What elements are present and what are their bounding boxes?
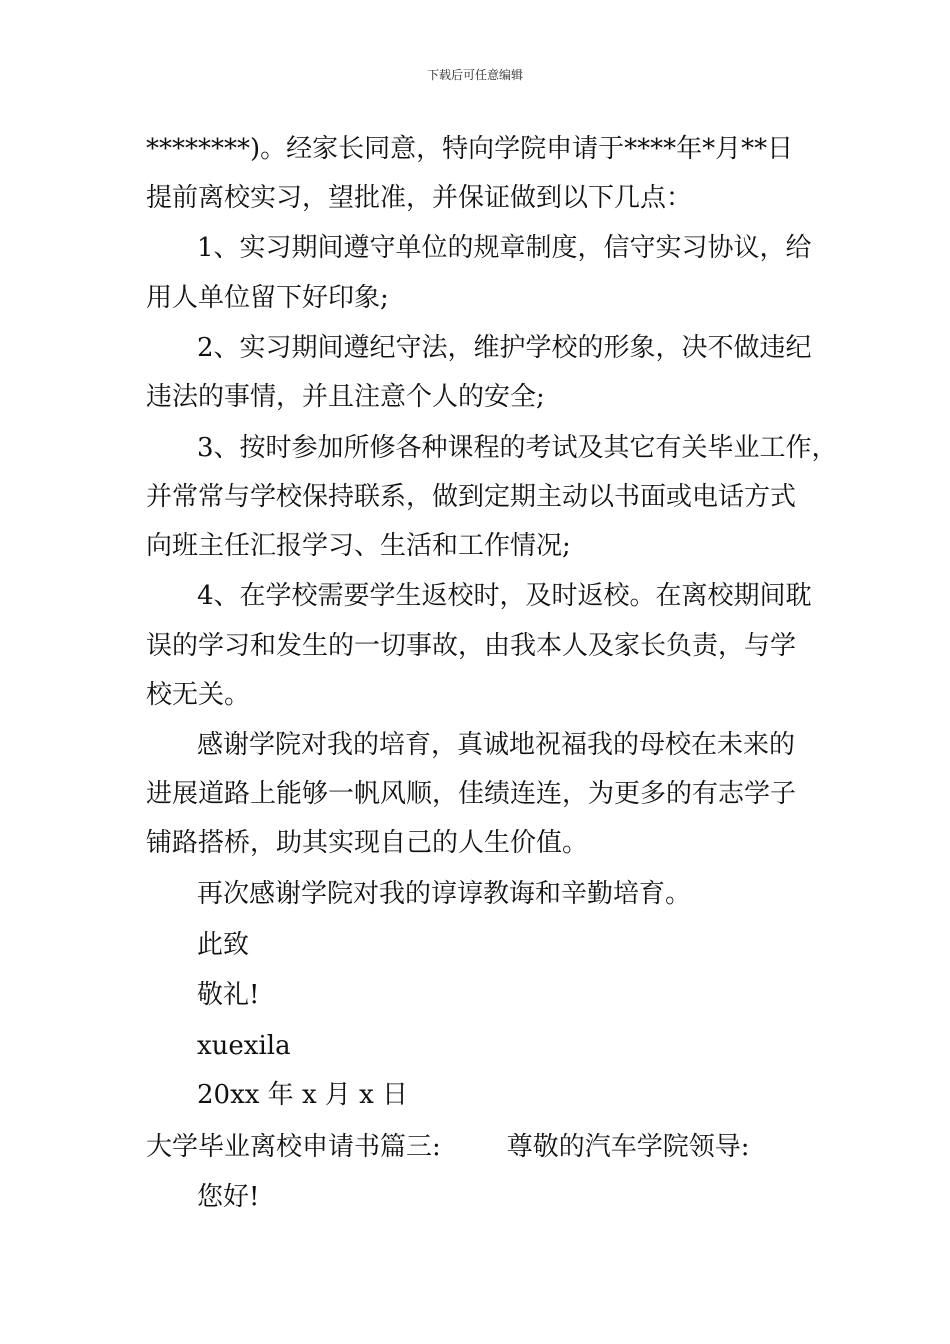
body-line: 违法的事情，并且注意个人的安全; <box>146 382 545 412</box>
body-line: 1、实习期间遵守单位的规章制度，信守实习协议，给 <box>197 233 812 263</box>
body-line: 误的学习和发生的一切事故，由我本人及家长负责，与学 <box>146 631 797 661</box>
section-heading-row <box>146 1131 750 1163</box>
body-line: 铺路搭桥，助其实现自己的人生价值。 <box>146 828 589 858</box>
body-line: 向班主任汇报学习、生活和工作情况; <box>146 531 571 561</box>
greeting: 您好! <box>197 1182 260 1212</box>
header-note: 下载后可任意编辑 <box>426 68 523 82</box>
body-line: 2、实习期间遵纪守法，维护学校的形象，决不做违纪 <box>197 333 812 363</box>
body-line: 进展道路上能够一帆风顺，佳绩连连，为更多的有志学子 <box>146 779 797 809</box>
body-line: 并常常与学校保持联系，做到定期主动以书面或电话方式 <box>146 482 797 512</box>
body-line: 感谢学院对我的培育，真诚地祝福我的母校在未来的 <box>197 730 796 760</box>
closing-salute: 敬礼! <box>197 980 260 1010</box>
body-line: 校无关。 <box>146 680 251 710</box>
body-line: 提前离校实习，望批准，并保证做到以下几点： <box>146 183 693 213</box>
closing-line: 此致 <box>197 930 250 960</box>
section-title: 大学毕业离校申请书篇三: <box>146 1132 441 1162</box>
body-line: 3、按时参加所修各种课程的考试及其它有关毕业工作， <box>197 433 838 463</box>
body-line: 再次感谢学院对我的谆谆教诲和辛勤培育。 <box>197 879 692 909</box>
signature-name: xuexila <box>197 1031 291 1061</box>
salutation: 尊敬的汽车学院领导: <box>506 1132 750 1162</box>
body-line: 用人单位留下好印象; <box>146 283 389 313</box>
signature-date: 20xx 年 x 月 x 日 <box>197 1080 409 1110</box>
body-line: 4、在学校需要学生返校时，及时返校。在离校期间耽 <box>197 581 812 611</box>
body-line: ********)。经家长同意，特向学院申请于****年*月**日 <box>146 134 794 164</box>
